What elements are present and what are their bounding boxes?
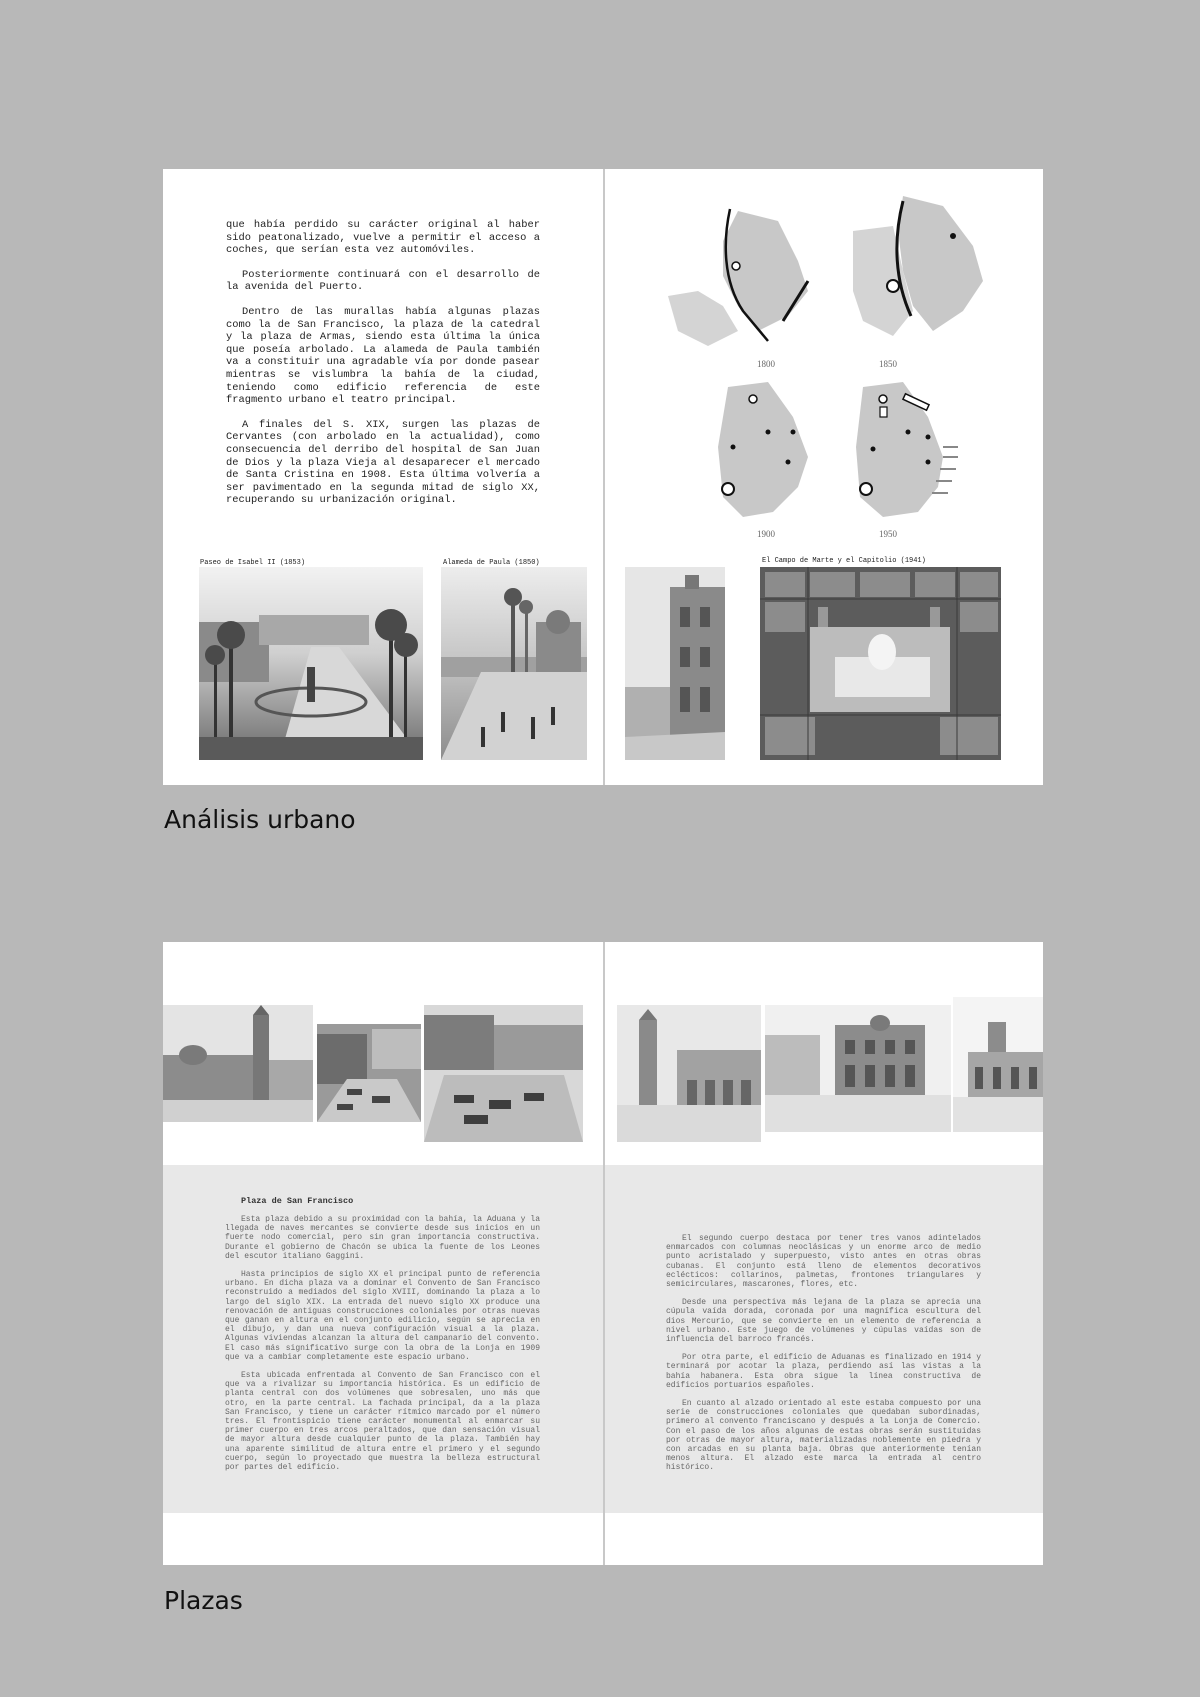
caption-plazas: Plazas [164,1586,243,1615]
photo-convento-san-francisco [163,1005,313,1122]
photo-plaza-street-1 [317,1024,421,1122]
caption-campo: El Campo de Marte y el Capitolio (1941) [762,557,926,565]
paragraph-4: En cuanto al alzado orientado al este estaba compuesto por una serie de construcciones coloniales que quedaban subordinadas, primero al convento franciscano y después a la Lonja de Comercio. Con el paso de los años algunas de estas obras serán sustituidas por otras de mayor altura, materializadas noblemente en piedra y con arcadas en su planta baja. Obras que anteriormente tenían menos altura. El alzado este marca la entrada al centro histórico. [666,1399,981,1473]
spread-plazas [163,942,1043,1565]
map-year-1850: 1850 [879,359,897,369]
paragraph-1: Esta plaza debido a su proximidad con la bahía, la Aduana y la llegada de naves mercantes se convierte desde sus inicios en un fuerte nodo comercial, pero sin gran importancia constructiva. Durante el gobierno de Chacón se ubica la fuente de los Leones del escutor italiano Gaggini. [225,1215,540,1261]
map-1800 [668,201,818,351]
page-fold [603,169,605,785]
map-1900 [708,377,828,527]
photo-street-view [625,567,725,760]
left-page-text [226,219,540,519]
caption-paula: Alameda de Paula (1850) [443,559,540,567]
left-page-text [225,1215,540,1481]
paragraph-2: Hasta principios de siglo XX el principal punto de referencia urbano. En dicha plaza va a dominar el Convento de San Francisco reconstruido a mediados del siglo XVIII, dominando la plaza a lo largo del siglo XIX. La entrada del nuevo siglo XX produce una renovación de antiguas construcciones coloniales por otras nuevas que ganan en altura en el conjunto edilicio, según se aprecia en el dibujo, y dan una nueva configuración visual a la plaza. Algunas viviendas alcanzan la altura del campanario del convento. El caso más significativo surge con la obra de la Lonja en 1909 que va a cambiar completamente este espacio urbano. [225,1270,540,1362]
caption-isabel: Paseo de Isabel II (1853) [200,559,306,567]
map-year-1900: 1900 [757,529,775,539]
paragraph-2: Desde una perspectiva más lejana de la plaza se aprecia una cúpula vaída dorada, coronada por una magnífica escultura del dios Mercurio, que se convierte en un elemento de referencia a nivel urbano. Este juego de volúmenes y cúpulas vaídas son de influencia del barroco francés. [666,1298,981,1345]
map-year-1950: 1950 [879,529,897,539]
photo-paseo-isabel [199,567,423,760]
paragraph-4: A finales del S. XIX, surgen las plazas de Cervantes (con arbolado en la actualidad), como consecuencia del derribo del hospital de San Juan de Dios y la plaza Vieja al desaparecer el mercado de Santa Cristina en 1908. Esta última volvería a ser pavimentado en la segunda mitad de siglo XX, recuperando su urbanización original. [226,418,540,507]
paragraph-3: Esta ubicada enfrentada al Convento de San Francisco con el que va a rivalizar su importancia histórica. Es un edificio de planta central con dos volúmenes que sobresalen, uno más que otro, en la parte central. La fachada principal, da a la plaza San Francisco, y tiene un carácter rítmico marcado por el número tres. El frontispicio tiene carácter monumental al enmarcar su primer cuerpo en tres arcos peraltados, que dan sensación visual de mayor altura desde cualquier punto de la plaza. También hay una aparente similitud de altura entre el primero y el segundo cuerpo, según lo proyectado que muestra la belleza estructural por partes del edificio. [225,1371,540,1473]
paragraph-3: Dentro de las murallas había algunas plazas como la de San Francisco, la plaza de la catedral y la plaza de Armas, siendo esta última la única que poseía arbolado. La alameda de Paula también va a constituir una agradable vía por donde pasear mientras se vislumbra la bahía de la ciudad, teniendo como edificio referencia de este fragmento urbano el teatro principal. [226,305,540,407]
map-1850 [853,191,1003,351]
photo-alameda-paula [441,567,587,760]
photo-lonja-comercio [765,1005,951,1132]
plaza-title: Plaza de San Francisco [241,1196,354,1206]
paragraph-2: Posteriormente continuará con el desarrollo de la avenida del Puerto. [226,268,540,294]
page-fold [603,942,605,1565]
caption-analisis-urbano: Análisis urbano [164,805,356,834]
map-year-1800: 1800 [757,359,775,369]
photo-campo-marte [760,567,1001,760]
photo-plaza-street-2 [424,1005,583,1142]
paragraph-1: El segundo cuerpo destaca por tener tres vanos adintelados enmarcados con columnas neoclásicas y un enorme arco de medio punto acristalado y superpuesto, visto antes en otras obras cubanas. El conjunto está lleno de elementos decorativos eclécticos: collarinos, palmetas, frontones triangulares y semicirculares, mascarones, flores, etc. [666,1234,981,1290]
paragraph-3: Por otra parte, el edificio de Aduanas es finalizado en 1914 y terminará por acotar la plaza, perdiendo así las vistas a la bahía habanera. Esta obra sigue la línea constructiva de edificios portuarios españoles. [666,1353,981,1390]
right-page-text [666,1234,981,1482]
photo-plaza-tower [617,1005,761,1142]
photo-aduana [953,997,1043,1132]
spread-analisis-urbano [163,169,1043,785]
map-1950 [848,377,973,527]
paragraph-1: que había perdido su carácter original al haber sido peatonalizado, vuelve a permitir el acceso a coches, que serían esta vez automóviles. [226,219,540,257]
